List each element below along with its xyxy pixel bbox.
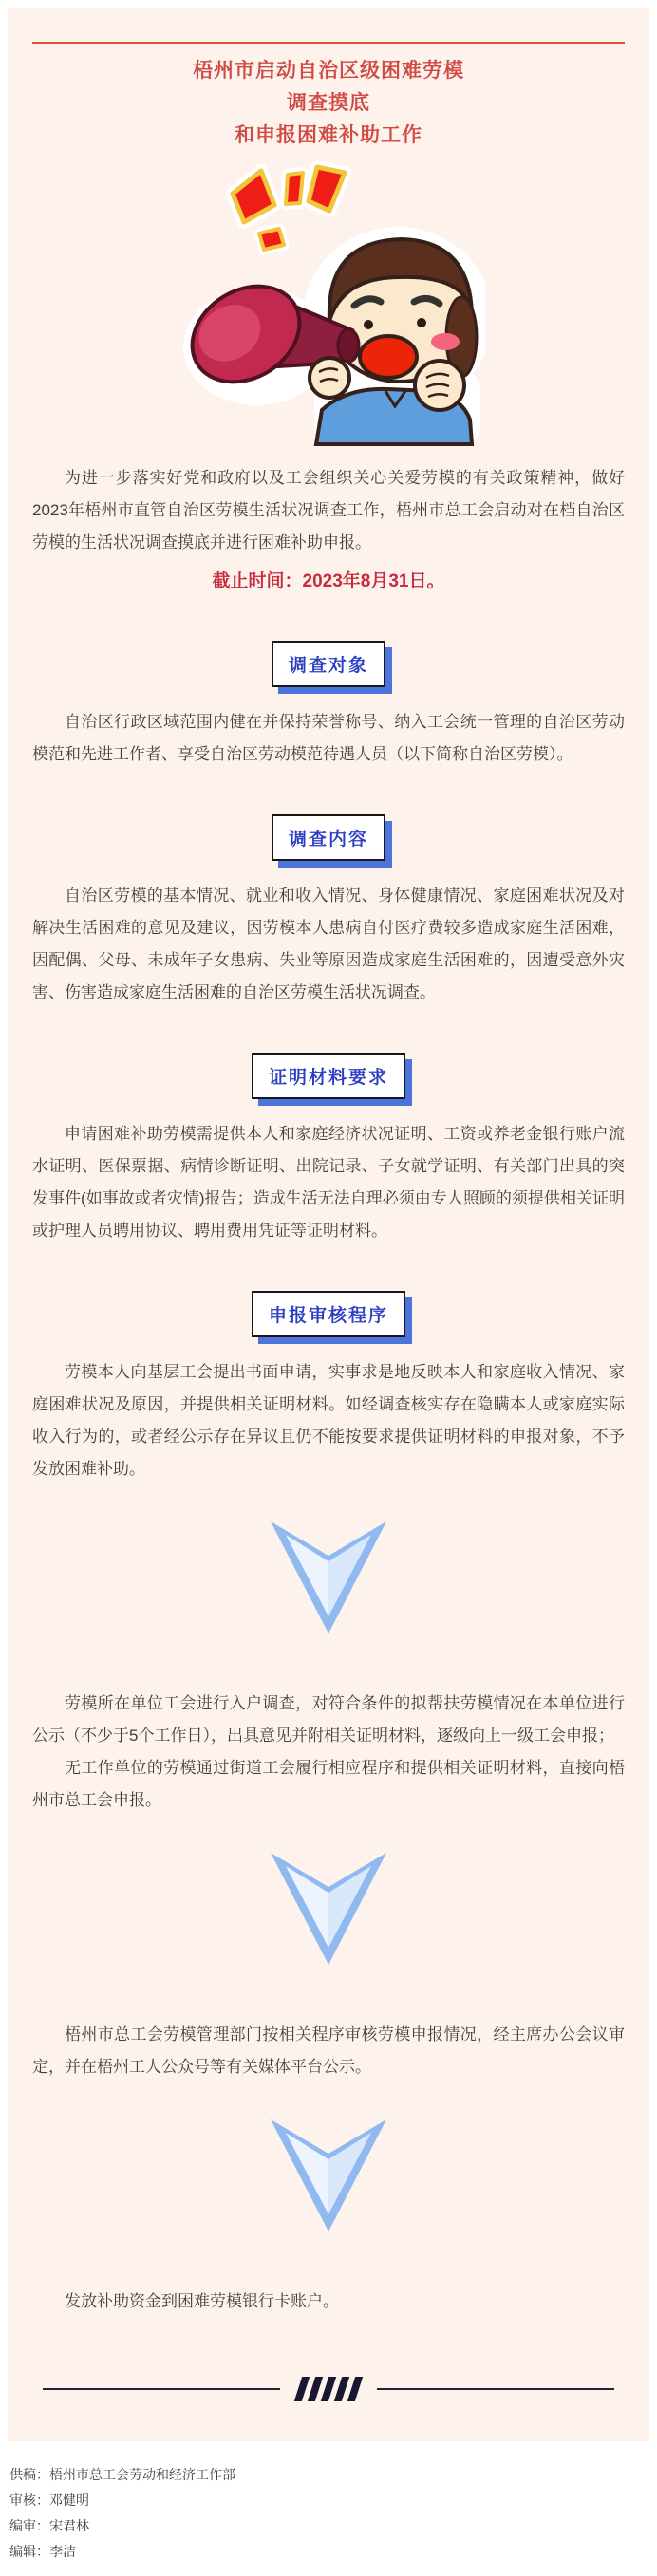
chevron-down-icon (267, 1849, 390, 1969)
divider-line (377, 2388, 614, 2390)
section-badge-survey-target: 调查对象 (272, 641, 385, 687)
section-header-row (32, 814, 625, 861)
procedure-step-1 (32, 1356, 625, 1485)
section-paragraph: 自治区行政区域范围内健在并保持荣誉称号、纳入工会统一管理的自治区劳动模范和先进工作者、享受自治区劳动模范待遇人员（以下简称自治区劳模）。 (32, 713, 625, 763)
section-header-row (32, 1053, 625, 1099)
section-badge-review-procedure: 申报审核程序 (252, 1291, 405, 1337)
deadline-text: 截止时间：2023年8月31日。 (212, 571, 445, 591)
section-badge-survey-content: 调查内容 (272, 814, 385, 861)
title-line: 调查摸底 (287, 92, 370, 114)
megaphone-announcement-illustration (32, 161, 625, 451)
title-line: 和申报困难补助工作 (235, 124, 422, 146)
section-badge-proof-materials: 证明材料要求 (252, 1053, 405, 1099)
credit-line-editor-in-chief: 编审：宋君林 (9, 2518, 89, 2533)
step-paragraph: 梧州市总工会劳模管理部门按相关程序审核劳模申报情况，经主席办公会议审定，并在梧州工人公众号等有关媒体平台公示。 (32, 2025, 625, 2076)
intro-paragraph: 为进一步落实好党和政府以及工会组织关心关爱劳模的有关政策精神，做好2023年梧州市直管自治区劳模生活状况调查工作，梧州市总工会启动对在档自治区劳模的生活状况调查摸底并进行困难补助申报。 (32, 469, 625, 551)
article-title (32, 55, 625, 152)
step-paragraph: 无工作单位的劳模通过街道工会履行相应程序和提供相关证明材料，直接向梧州市总工会申报。 (32, 1759, 625, 1809)
chevron-down-icon (267, 2116, 390, 2235)
section-paragraph: 自治区劳模的基本情况、就业和收入情况、身体健康情况、家庭困难状况及对解决生活困难的意见及建议，因劳模本人患病自付医疗费较多造成家庭生活困难，因配偶、父母、未成年子女患病、失业等原因造成家庭生活困难的，因遭受意外灾害、伤害造成家庭生活困难的自治区劳模生活状况调查。 (32, 887, 625, 1001)
credit-line-editor: 编辑：李洁 (9, 2544, 76, 2559)
step-paragraph: 劳模所在单位工会进行入户调查，对符合条件的拟帮扶劳模情况在本单位进行公示（不少于5个工作日），出具意见并附相关证明材料，逐级向上一级工会申报； (32, 1694, 625, 1745)
process-arrow (32, 1518, 625, 1642)
process-arrow (32, 2116, 625, 2240)
article-page (0, 8, 657, 2576)
procedure-step-3 (32, 2019, 625, 2083)
process-arrow (32, 1849, 625, 1973)
credits-footer (0, 2441, 657, 2576)
top-divider-line (32, 42, 625, 44)
divider-line (43, 2388, 280, 2390)
credit-line-contributor: 供稿：梧州市总工会劳动和经济工作部 (9, 2467, 235, 2482)
section-header-row (32, 1291, 625, 1337)
procedure-step-2 (32, 1688, 625, 1817)
title-line: 梧州市启动自治区级困难劳模 (193, 60, 464, 82)
bottom-divider (32, 2377, 625, 2401)
step-paragraph: 发放补助资金到困难劳模银行卡账户。 (65, 2292, 339, 2310)
article-panel (8, 8, 649, 2441)
megaphone-man-icon (172, 161, 485, 446)
step-paragraph: 劳模本人向基层工会提出书面申请，实事求是地反映本人和家庭收入情况、家庭困难状况及原因，并提供相关证明材料。如经调查核实存在隐瞒本人或家庭实际收入行为的，或者经公示存在异议且仍不能按要求提供证明材料的申报对象，不予发放困难补助。 (32, 1363, 625, 1478)
procedure-step-4 (32, 2286, 625, 2318)
section-header-row (32, 641, 625, 687)
divider-stripes-icon (295, 2377, 362, 2401)
section-paragraph: 申请困难补助劳模需提供本人和家庭经济状况证明、工资或养老金银行账户流水证明、医保票据、病情诊断证明、出院记录、子女就学证明、有关部门出具的突发事件(如事故或者灾情)报告；造成生活无法自理必须由专人照顾的须提供相关证明或护理人员聘用协议、聘用费用凭证等证明材料。 (32, 1125, 625, 1240)
credit-line-reviewer: 审核：邓健明 (9, 2492, 89, 2508)
chevron-down-icon (267, 1518, 390, 1637)
